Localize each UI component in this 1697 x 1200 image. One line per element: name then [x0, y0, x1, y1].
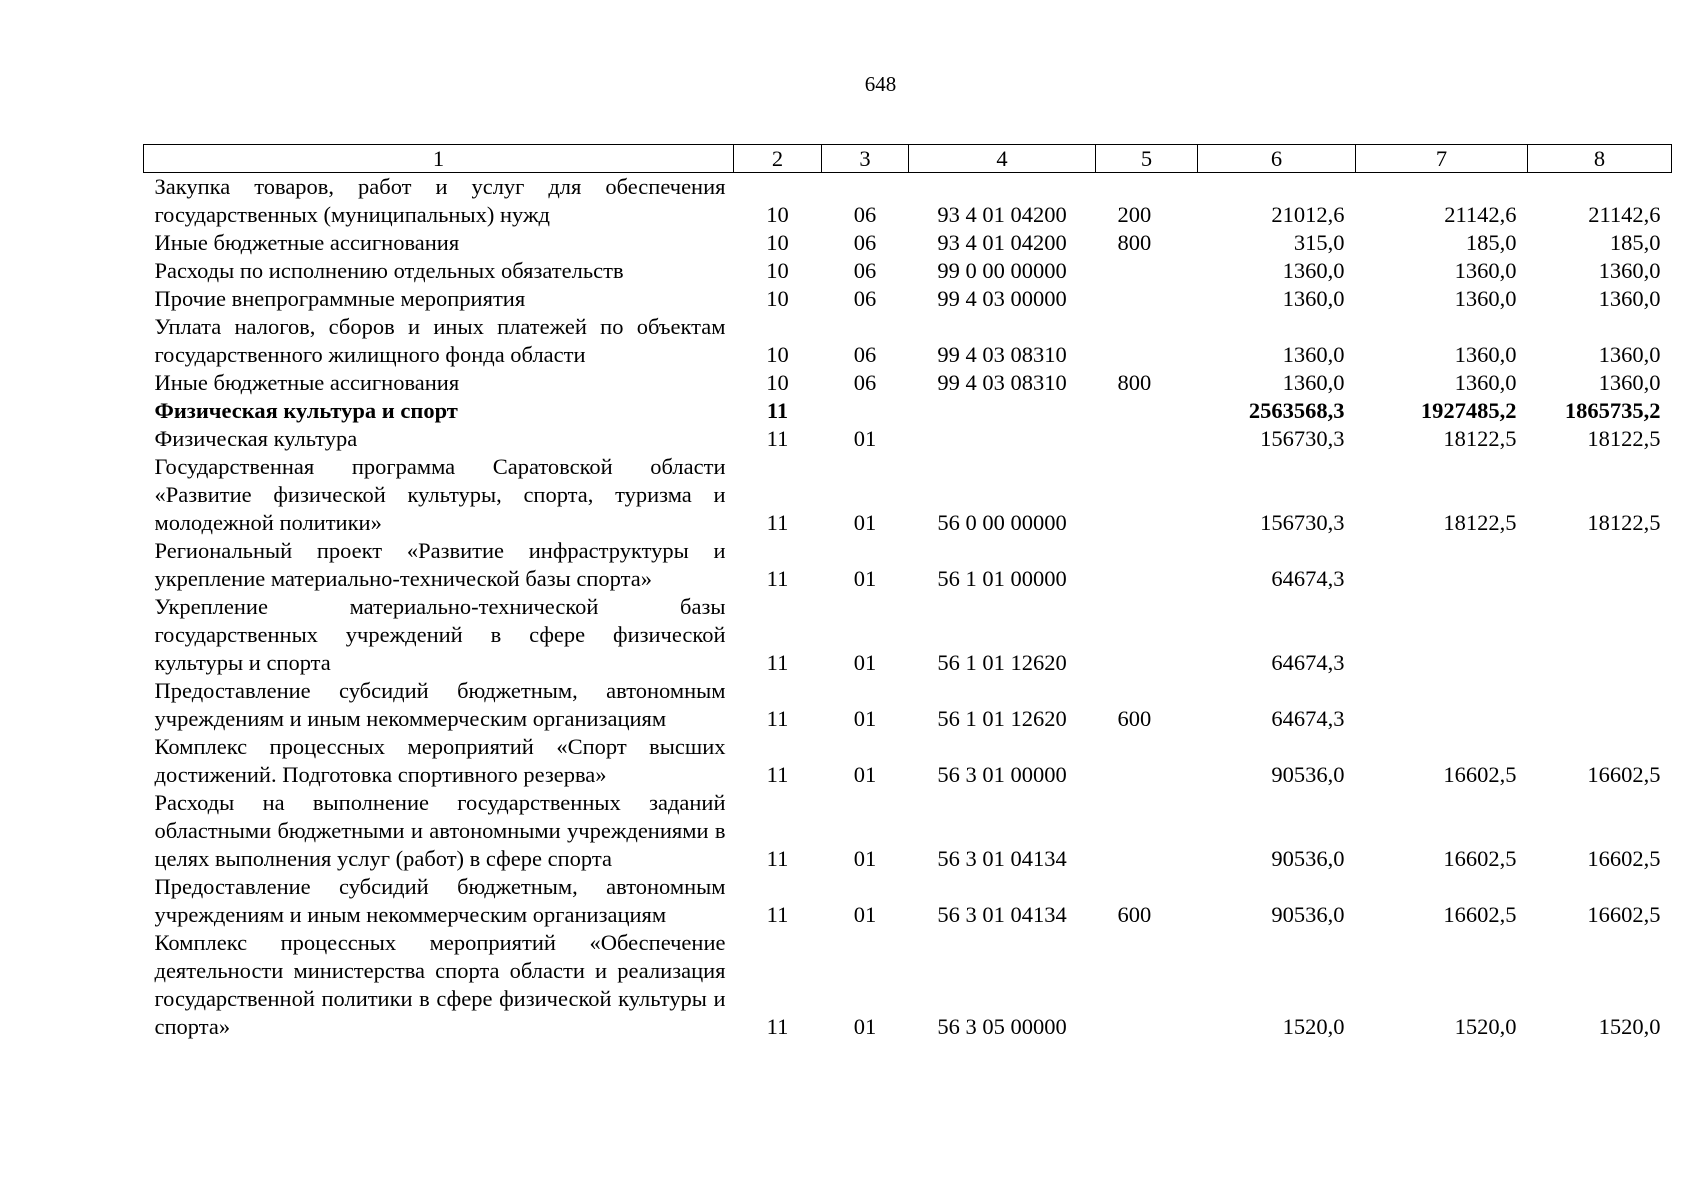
row-name: Иные бюджетные ассигнования [154, 230, 460, 255]
row-amount-8: 16602,5 [1587, 902, 1661, 927]
row-subsection: 01 [853, 762, 877, 787]
row-amount-8 [1528, 537, 1672, 593]
row-name: Закупка товаров, работ и услуг для обеспечения государственных (муниципальных) нужд [154, 174, 726, 227]
row-target-article: 56 3 01 04134 [937, 846, 1067, 871]
row-name: Государственная программа Саратовской области «Развитие физической культуры, спорта, туризма и молодежной политики» [154, 454, 726, 535]
row-target-article: 56 3 05 00000 [937, 1014, 1067, 1039]
row-name: Расходы по исполнению отдельных обязательств [154, 258, 624, 283]
row-target-article: 93 4 01 04200 [937, 202, 1067, 227]
row-expense-type [1096, 929, 1198, 1041]
row-amount-8: 18122,5 [1587, 426, 1661, 451]
table-row [144, 397, 1672, 425]
page-number: 648 [864, 72, 897, 96]
row-subsection: 06 [853, 230, 877, 255]
table-row [144, 285, 1672, 313]
table-header [144, 145, 1672, 173]
header-row [144, 145, 1672, 173]
table-row [144, 453, 1672, 537]
row-amount-6: 90536,0 [1271, 762, 1345, 787]
row-target-article [909, 397, 1096, 425]
row-amount-8 [1528, 593, 1672, 677]
row-amount-7: 1360,0 [1454, 286, 1517, 311]
row-name: Предоставление субсидий бюджетным, автономным учреждениям и иным некоммерческим организациям [154, 678, 726, 731]
row-target-article: 56 1 01 00000 [937, 566, 1067, 591]
table-body [144, 173, 1672, 1042]
row-subsection: 01 [853, 510, 877, 535]
row-expense-type: 600 [1117, 706, 1152, 731]
row-expense-type [1096, 537, 1198, 593]
row-amount-8: 1520,0 [1598, 1014, 1661, 1039]
row-section: 11 [766, 650, 789, 675]
row-amount-6: 1360,0 [1282, 370, 1345, 395]
row-amount-6: 90536,0 [1271, 902, 1345, 927]
row-amount-7: 1360,0 [1454, 258, 1517, 283]
table-row [144, 733, 1672, 789]
row-amount-6: 2563568,3 [1248, 398, 1345, 423]
row-amount-6: 64674,3 [1271, 566, 1345, 591]
row-expense-type [1096, 313, 1198, 369]
row-name: Физическая культура и спорт [154, 398, 458, 423]
row-subsection: 01 [853, 1014, 877, 1039]
row-section: 11 [766, 426, 789, 451]
row-target-article: 99 0 00 00000 [937, 258, 1067, 283]
table-row [144, 257, 1672, 285]
table-row [144, 173, 1672, 230]
row-target-article: 56 1 01 12620 [937, 650, 1067, 675]
row-expense-type [1096, 593, 1198, 677]
row-section: 11 [766, 398, 789, 423]
header-col-6: 6 [1198, 145, 1356, 173]
row-name: Расходы на выполнение государственных заданий областными бюджетными и автономными учреждениями в целях выполнения услуг (работ) в сфере спорта [154, 790, 726, 871]
row-section: 11 [766, 706, 789, 731]
row-subsection: 01 [853, 426, 877, 451]
row-amount-8: 16602,5 [1587, 762, 1661, 787]
header-col-3: 3 [822, 145, 909, 173]
table-row [144, 873, 1672, 929]
table-row [144, 425, 1672, 453]
row-amount-7: 1360,0 [1454, 370, 1517, 395]
table-row [144, 593, 1672, 677]
row-expense-type: 800 [1117, 370, 1152, 395]
row-amount-7: 1520,0 [1454, 1014, 1517, 1039]
row-amount-7: 16602,5 [1443, 762, 1517, 787]
row-expense-type: 200 [1117, 202, 1152, 227]
row-name: Уплата налогов, сборов и иных платежей по объектам государственного жилищного фонда области [154, 314, 726, 367]
row-target-article: 56 3 01 00000 [937, 762, 1067, 787]
row-section: 11 [766, 846, 789, 871]
row-expense-type: 600 [1117, 902, 1152, 927]
row-name: Иные бюджетные ассигнования [154, 370, 460, 395]
table-row [144, 313, 1672, 369]
row-amount-7: 16602,5 [1443, 902, 1517, 927]
row-amount-7 [1356, 677, 1528, 733]
row-section: 10 [766, 370, 789, 395]
row-amount-6: 1360,0 [1282, 286, 1345, 311]
row-target-article: 56 0 00 00000 [937, 510, 1067, 535]
table-row [144, 369, 1672, 397]
row-amount-7: 16602,5 [1443, 846, 1517, 871]
row-name: Физическая культура [154, 426, 358, 451]
row-subsection: 06 [853, 202, 877, 227]
row-section: 11 [766, 762, 789, 787]
row-section: 10 [766, 286, 789, 311]
row-subsection: 01 [853, 846, 877, 871]
row-expense-type: 800 [1117, 230, 1152, 255]
row-name: Предоставление субсидий бюджетным, автономным учреждениям и иным некоммерческим организациям [154, 874, 726, 927]
table-row [144, 677, 1672, 733]
row-amount-8: 185,0 [1609, 230, 1661, 255]
row-name: Укрепление материально-технической базы государственных учреждений в сфере физической культуры и спорта [154, 594, 726, 675]
header-col-8: 8 [1528, 145, 1672, 173]
row-section: 10 [766, 202, 789, 227]
row-subsection: 01 [853, 902, 877, 927]
row-target-article: 56 3 01 04134 [937, 902, 1067, 927]
row-amount-6: 315,0 [1293, 230, 1345, 255]
row-name: Комплекс процессных мероприятий «Спорт высших достижений. Подготовка спортивного резерва» [154, 734, 726, 787]
row-amount-7: 1927485,2 [1420, 398, 1517, 423]
row-amount-6: 64674,3 [1271, 650, 1345, 675]
header-col-5: 5 [1096, 145, 1198, 173]
header-col-4: 4 [909, 145, 1096, 173]
budget-table [143, 144, 1672, 1041]
row-expense-type [1096, 285, 1198, 313]
row-amount-6: 1360,0 [1282, 258, 1345, 283]
row-subsection: 01 [853, 650, 877, 675]
header-col-7: 7 [1356, 145, 1528, 173]
row-amount-8: 1360,0 [1598, 370, 1661, 395]
row-section: 10 [766, 342, 789, 367]
row-amount-7: 18122,5 [1443, 510, 1517, 535]
row-amount-6: 156730,3 [1260, 510, 1345, 535]
row-subsection: 06 [853, 258, 877, 283]
row-subsection: 06 [853, 370, 877, 395]
row-subsection: 01 [853, 566, 877, 591]
row-amount-7 [1356, 593, 1528, 677]
row-target-article: 93 4 01 04200 [937, 230, 1067, 255]
row-section: 11 [766, 1014, 789, 1039]
row-amount-7 [1356, 537, 1528, 593]
row-amount-7: 21142,6 [1444, 202, 1517, 227]
row-amount-8: 1360,0 [1598, 342, 1661, 367]
row-amount-8: 1865735,2 [1564, 398, 1661, 423]
table-row [144, 929, 1672, 1041]
table-row [144, 789, 1672, 873]
row-section: 10 [766, 230, 789, 255]
row-amount-7: 18122,5 [1443, 426, 1517, 451]
row-expense-type [1096, 425, 1198, 453]
table-row [144, 229, 1672, 257]
row-target-article: 99 4 03 00000 [937, 286, 1067, 311]
row-name: Прочие внепрограммные мероприятия [154, 286, 526, 311]
row-name: Комплекс процессных мероприятий «Обеспечение деятельности министерства спорта области и реализация государственной политики в сфере физической культуры и спорта» [154, 930, 726, 1039]
row-subsection: 06 [853, 342, 877, 367]
row-amount-8: 16602,5 [1587, 846, 1661, 871]
row-section: 10 [766, 258, 789, 283]
row-target-article: 99 4 03 08310 [937, 342, 1067, 367]
row-subsection: 06 [853, 286, 877, 311]
row-name: Региональный проект «Развитие инфраструктуры и укрепление материально-технической базы спорта» [154, 538, 726, 591]
row-amount-8: 1360,0 [1598, 286, 1661, 311]
row-amount-6: 64674,3 [1271, 706, 1345, 731]
row-expense-type [1096, 789, 1198, 873]
row-expense-type [1096, 733, 1198, 789]
row-section: 11 [766, 902, 789, 927]
row-expense-type [1096, 397, 1198, 425]
row-expense-type [1096, 453, 1198, 537]
row-section: 11 [766, 510, 789, 535]
row-amount-8: 21142,6 [1588, 202, 1661, 227]
row-amount-8: 1360,0 [1598, 258, 1661, 283]
row-target-article: 99 4 03 08310 [937, 370, 1067, 395]
row-amount-6: 21012,6 [1271, 202, 1345, 227]
row-amount-8: 18122,5 [1587, 510, 1661, 535]
row-amount-6: 1360,0 [1282, 342, 1345, 367]
header-col-2: 2 [734, 145, 822, 173]
row-amount-7: 185,0 [1465, 230, 1517, 255]
row-section: 11 [766, 566, 789, 591]
row-expense-type [1096, 257, 1198, 285]
table-row [144, 537, 1672, 593]
row-amount-6: 90536,0 [1271, 846, 1345, 871]
row-target-article: 56 1 01 12620 [937, 706, 1067, 731]
row-target-article [909, 425, 1096, 453]
row-subsection [822, 397, 909, 425]
row-amount-8 [1528, 677, 1672, 733]
header-col-1: 1 [144, 145, 734, 173]
row-subsection: 01 [853, 706, 877, 731]
row-amount-6: 1520,0 [1282, 1014, 1345, 1039]
row-amount-6: 156730,3 [1260, 426, 1345, 451]
row-amount-7: 1360,0 [1454, 342, 1517, 367]
